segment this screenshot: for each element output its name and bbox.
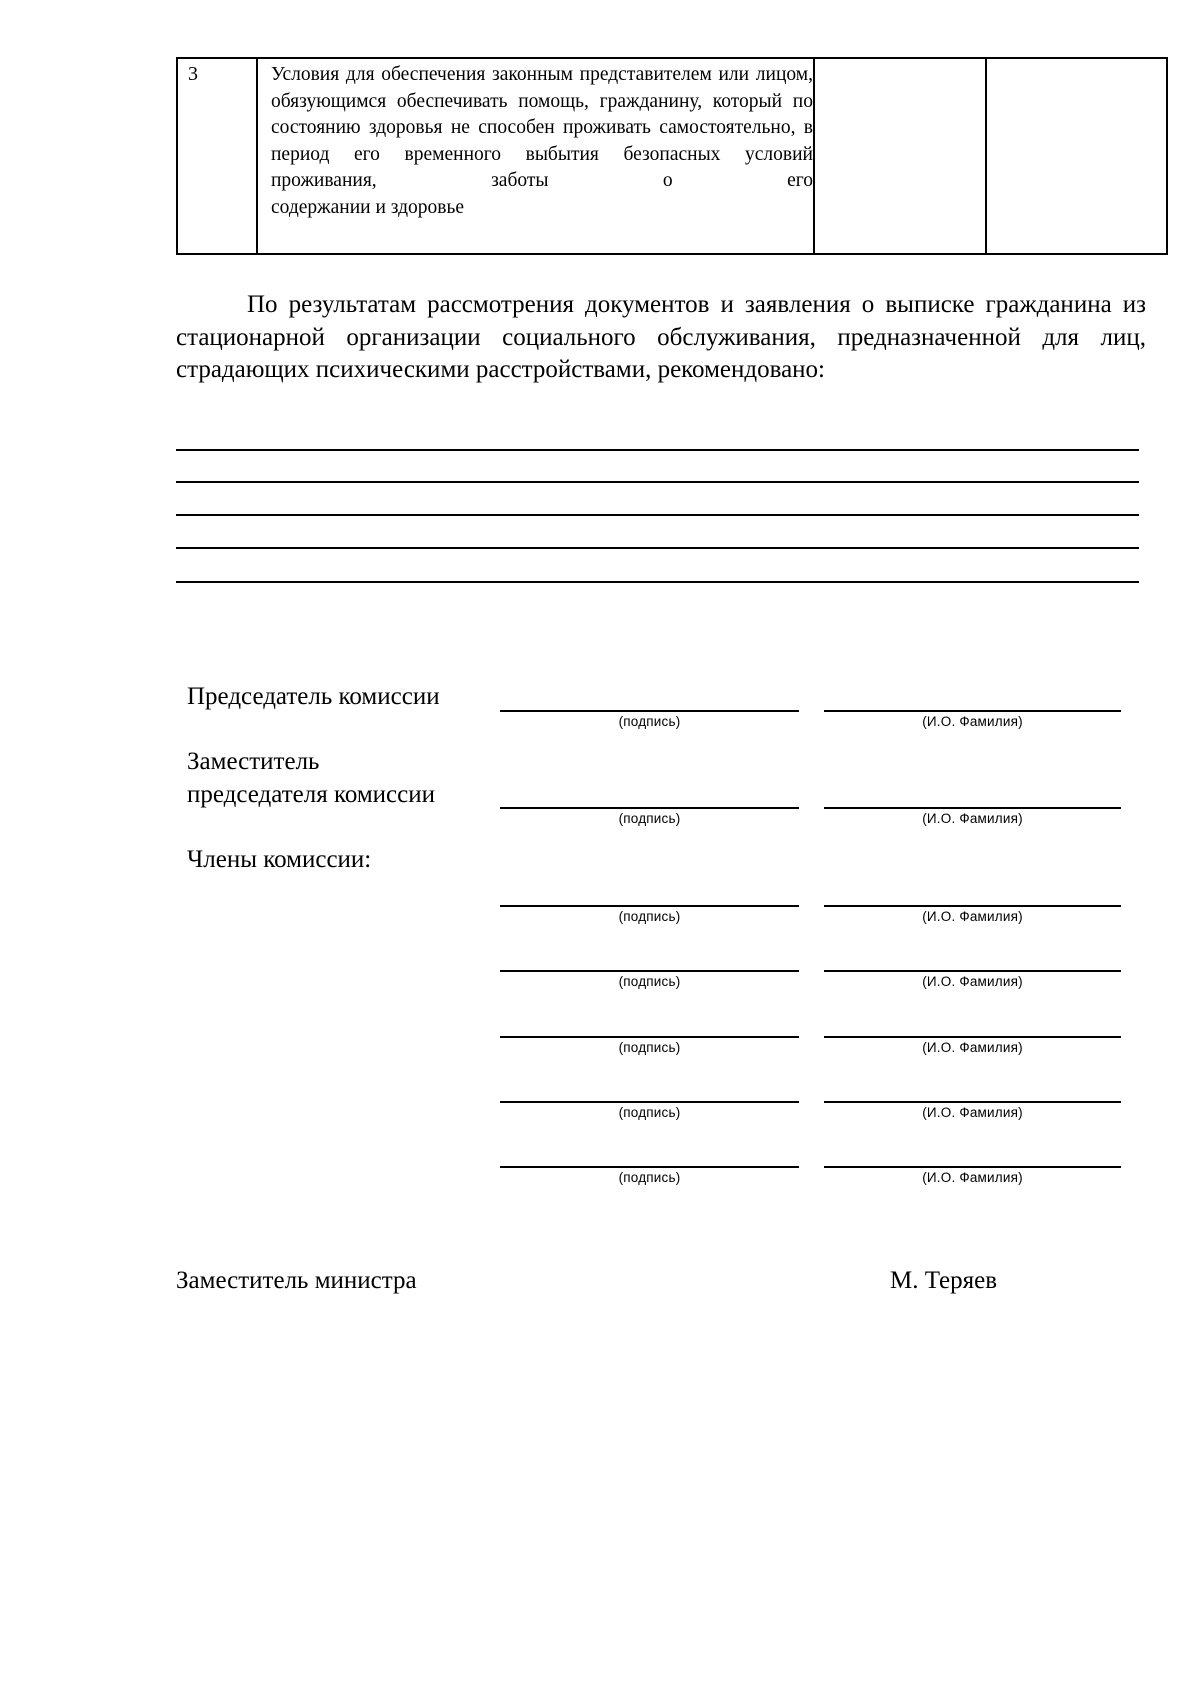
- signature-caption: (подпись): [618, 714, 681, 729]
- signature-caption: (подпись): [618, 1105, 681, 1120]
- name-caption: (И.О. Фамилия): [922, 1105, 1023, 1120]
- footer-position: Заместитель министра: [176, 1267, 417, 1294]
- signature-line: [500, 807, 799, 809]
- empty-cell: [814, 58, 986, 254]
- name-caption: (И.О. Фамилия): [922, 1170, 1023, 1185]
- conditions-table-fragment: [176, 57, 1168, 255]
- name-line: [824, 1166, 1121, 1168]
- signature-caption: (подпись): [618, 974, 681, 989]
- condition-text-last: содержании и здоровье: [271, 196, 465, 218]
- recommendation-line: [176, 449, 1139, 451]
- signature-caption: (подпись): [618, 909, 681, 924]
- name-line: [824, 1101, 1121, 1103]
- signature-caption: (подпись): [618, 811, 681, 826]
- signature-line: [500, 1036, 799, 1038]
- signature-caption: (подпись): [618, 1170, 681, 1185]
- name-caption: (И.О. Фамилия): [922, 909, 1023, 924]
- name-caption: (И.О. Фамилия): [922, 1040, 1023, 1055]
- recommendation-line: [176, 581, 1139, 583]
- name-caption: (И.О. Фамилия): [922, 974, 1023, 989]
- signature-line: [500, 1166, 799, 1168]
- condition-text: Условия для обеспечения законным представителем или лицом, обязующимся обеспечивать помощь, гражданину, который по состоянию здоровья не способен проживать самостоятельно, в период его временного выбытия безопасных условий проживания, заботы о его: [271, 64, 813, 191]
- deputy-label-line1: Заместитель: [187, 748, 320, 775]
- name-line: [824, 710, 1121, 712]
- name-line: [824, 807, 1121, 809]
- signature-line: [500, 1101, 799, 1103]
- name-line: [824, 970, 1121, 972]
- deputy-label-line2: председателя комиссии: [187, 781, 435, 808]
- members-label: Члены комиссии:: [187, 846, 372, 873]
- empty-cell: [986, 58, 1167, 254]
- recommendation-line: [176, 547, 1139, 549]
- condition-cell: [257, 58, 814, 254]
- footer-name: М. Теряев: [890, 1267, 998, 1294]
- recommendation-line: [176, 481, 1139, 483]
- name-line: [824, 1036, 1121, 1038]
- row-number: 3: [177, 58, 257, 254]
- table-row: [177, 58, 1167, 254]
- name-caption: (И.О. Фамилия): [922, 811, 1023, 826]
- signature-line: [500, 905, 799, 907]
- signature-caption: (подпись): [618, 1040, 681, 1055]
- name-line: [824, 905, 1121, 907]
- chairman-label: Председатель комиссии: [187, 683, 440, 710]
- signature-line: [500, 710, 799, 712]
- recommendation-line: [176, 514, 1139, 516]
- recommendation-paragraph: По результатам рассмотрения документов и заявления о выписке гражданина из стационарной организации социального обслуживания, предназначенной для лиц, страдающих психическими расстройствами, рекомендовано:: [176, 291, 1146, 383]
- signature-line: [500, 970, 799, 972]
- name-caption: (И.О. Фамилия): [922, 714, 1023, 729]
